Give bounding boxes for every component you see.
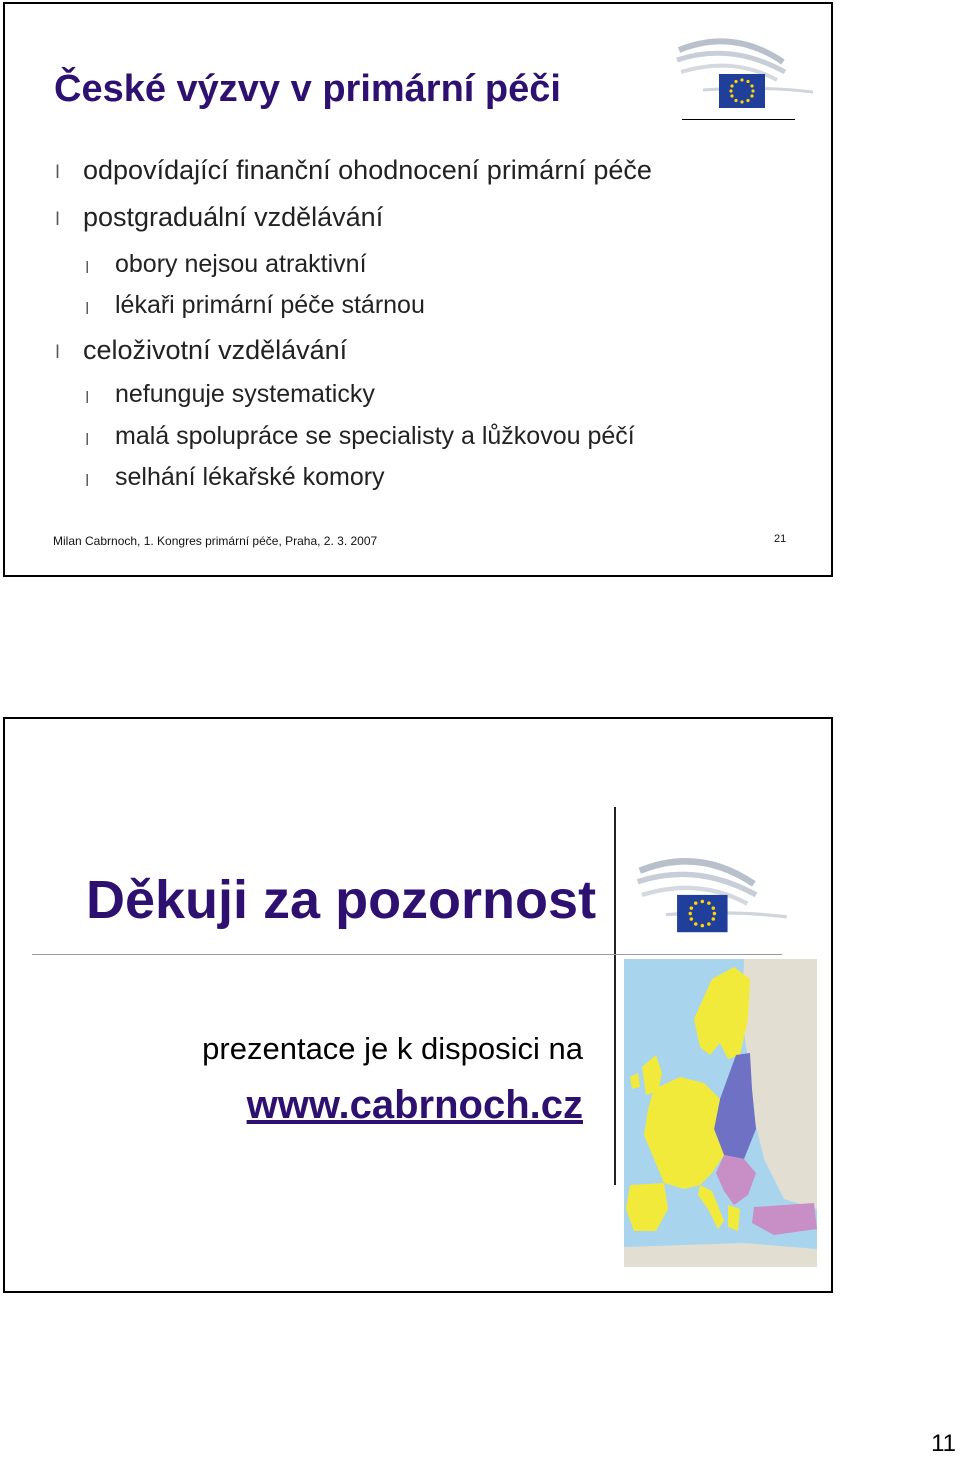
slide-2	[3, 717, 833, 1293]
european-parliament-logo-icon	[673, 32, 813, 114]
sub-bullet-item	[85, 463, 385, 492]
bullet-item	[55, 335, 348, 366]
horizontal-divider	[32, 954, 782, 955]
slide-number: 21	[774, 533, 787, 545]
bullet-item	[55, 155, 652, 186]
sheet-page-number: 11	[931, 1430, 956, 1457]
bullet-marker: l	[85, 430, 90, 449]
website-link[interactable]: www.cabrnoch.cz	[246, 1083, 583, 1127]
bullet-text: odpovídající finanční ohodnocení primární péče	[83, 155, 652, 185]
sub-bullet-item	[85, 250, 367, 279]
bullet-text: postgraduální vzdělávání	[83, 202, 384, 232]
bullet-text: selhání lékařské komory	[115, 463, 385, 491]
bullet-marker: l	[55, 209, 61, 230]
sub-bullet-item	[85, 291, 425, 320]
europe-map-icon	[624, 959, 817, 1267]
bullet-text: nefunguje systematicky	[115, 380, 375, 408]
logo-underline	[682, 119, 795, 120]
bullet-marker: l	[85, 388, 90, 407]
bullet-text: malá spolupráce se specialisty a lůžkovou péčí	[115, 422, 635, 450]
sub-bullet-item	[85, 380, 375, 409]
bullet-text: lékaři primární péče stárnou	[115, 291, 425, 319]
bullet-marker: l	[85, 471, 90, 490]
slide-2-subtitle: prezentace je k disposici na	[202, 1031, 583, 1066]
bullet-marker: l	[85, 299, 90, 318]
bullet-marker: l	[55, 162, 61, 183]
sub-bullet-item	[85, 422, 635, 451]
slide-footer: Milan Cabrnoch, 1. Kongres primární péče, Praha, 2. 3. 2007	[53, 534, 378, 548]
bullet-marker: l	[85, 258, 90, 277]
vertical-divider	[614, 807, 616, 1185]
slide-1-title: České výzvy v primární péči	[54, 68, 561, 110]
european-parliament-logo-icon	[625, 851, 795, 941]
bullet-text: celoživotní vzdělávání	[83, 335, 348, 365]
bullet-text: obory nejsou atraktivní	[115, 250, 367, 278]
slide-1	[3, 2, 833, 577]
bullet-item	[55, 202, 384, 233]
bullet-marker: l	[55, 342, 61, 363]
slide-2-title: Děkuji za pozornost	[86, 870, 597, 930]
